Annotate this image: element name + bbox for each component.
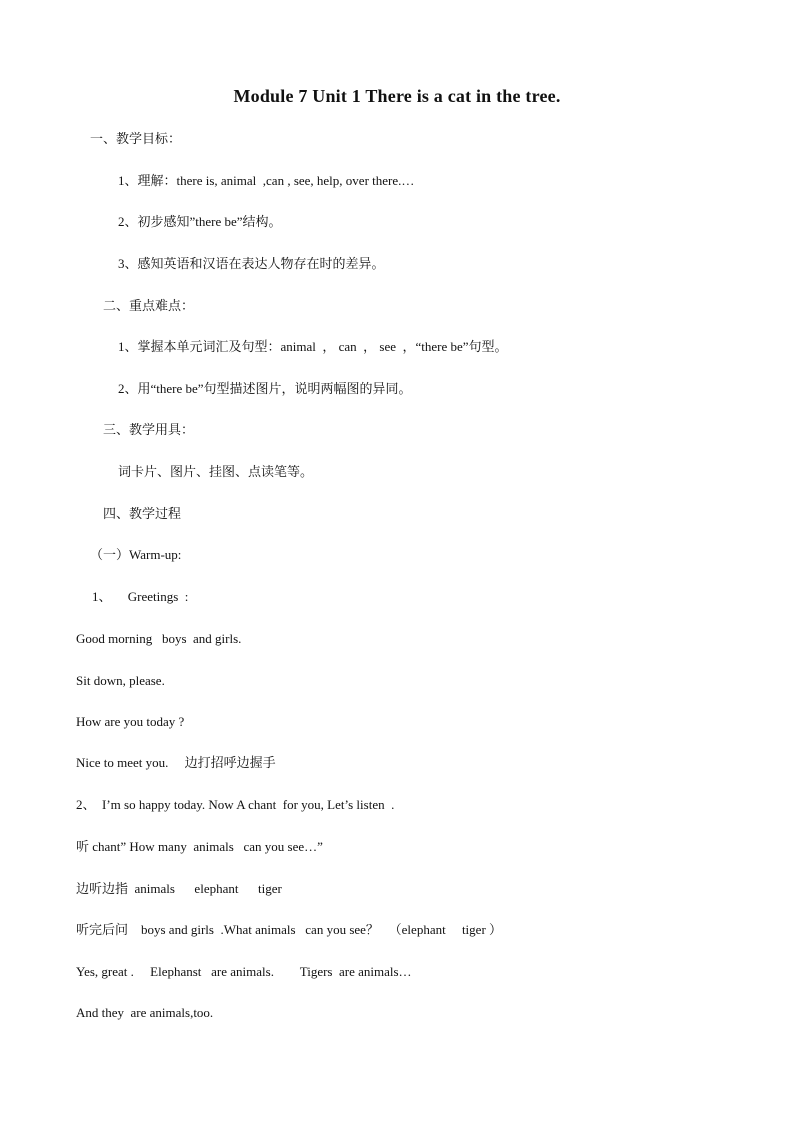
objective-item-3: 3、感知英语和汉语在表达人物存在时的差异。	[118, 256, 385, 271]
body-line: Good morning boys and girls.	[76, 631, 242, 646]
step-1-greetings: 1、 Greetings :	[92, 589, 189, 604]
body-line: 听 chant” How many animals can you see…”	[76, 839, 323, 854]
body-line: Sit down, please.	[76, 673, 165, 688]
section-objectives-heading: 一、教学目标：	[90, 131, 182, 146]
teaching-aids-text: 词卡片、图片、挂图、点读笔等。	[118, 464, 314, 479]
section-process-heading: 四、教学过程	[103, 506, 182, 521]
body-line: 边听边指 animals elephant tiger	[76, 881, 282, 896]
body-line: Yes, great . Elephanst are animals. Tigers are animals…	[76, 964, 412, 979]
section-teaching-aids-heading: 三、教学用具：	[103, 422, 195, 437]
step-2-chant: 2、 I’m so happy today. Now A chant for you, Let’s listen .	[76, 797, 395, 812]
objective-item-1: 1、理解：there is, animal ,can , see, help, over there.…	[118, 173, 415, 188]
body-line: Nice to meet you. 边打招呼边握手	[76, 755, 276, 770]
section-key-points-heading: 二、重点难点：	[103, 298, 195, 313]
body-line: 听完后问 boys and girls .What animals can you see？ （elephant tiger ）	[76, 922, 503, 937]
key-point-item-2: 2、用“there be”句型描述图片，说明两幅图的异同。	[118, 381, 412, 396]
body-line: How are you today ?	[76, 714, 185, 729]
body-line: And they are animals,too.	[76, 1005, 214, 1020]
warm-up-heading: （一）Warm-up:	[90, 547, 182, 562]
key-point-item-1: 1、掌握本单元词汇及句型：animal ， can ， see ，“there be”句型。	[118, 339, 508, 354]
document-title: Module 7 Unit 1 There is a cat in the tree.	[233, 86, 561, 106]
objective-item-2: 2、初步感知”there be”结构。	[118, 214, 282, 229]
